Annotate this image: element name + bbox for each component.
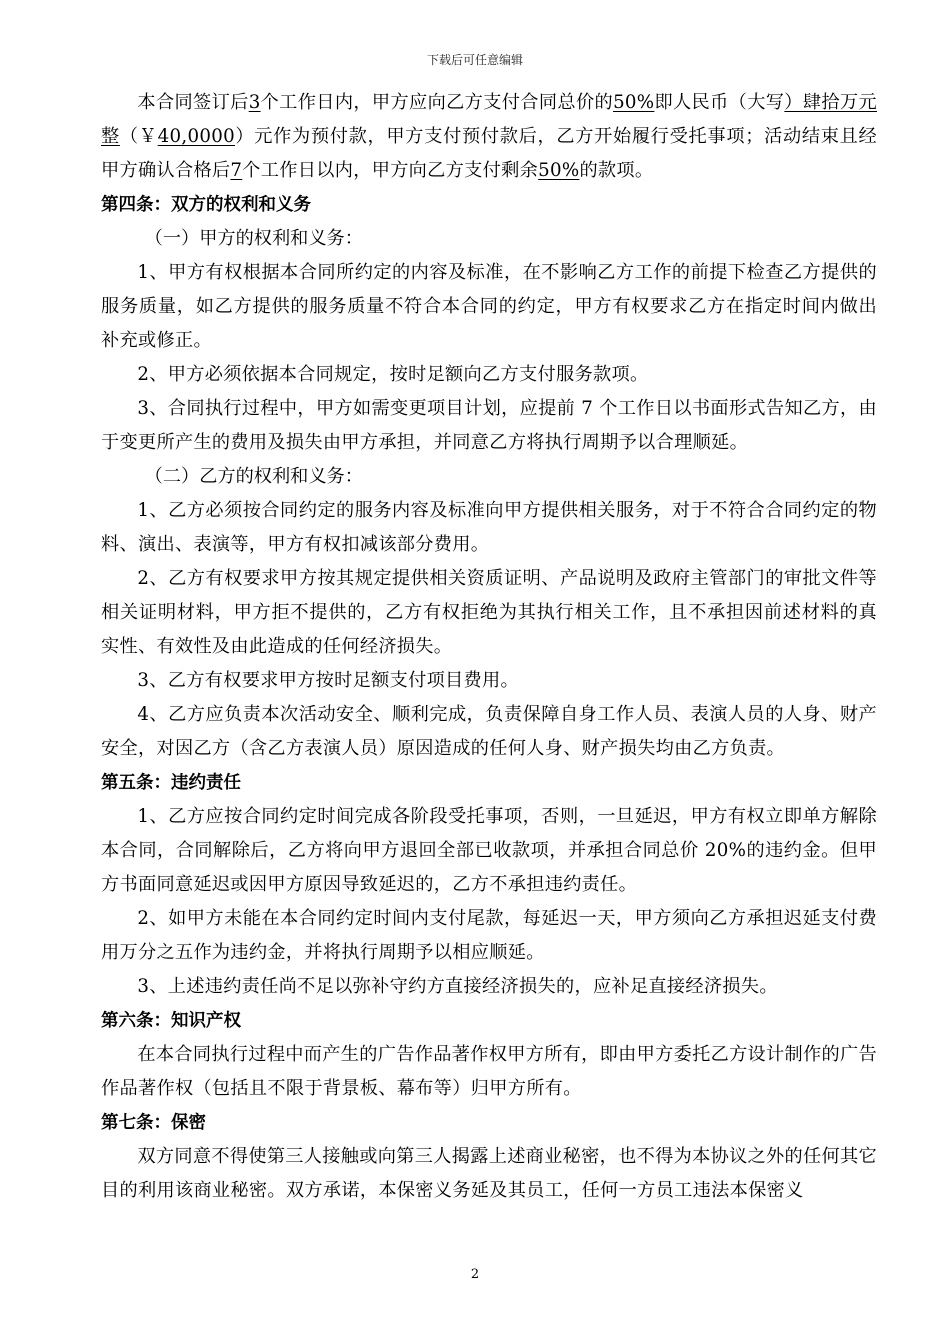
breach-item-2: 2、如甲方未能在本合同约定时间内支付尾款，每延迟一天，甲方须向乙方承担迟延支付费用万分之五作为违约金，并将执行周期予以相应顺延。 <box>101 908 877 963</box>
article-5-heading: 第五条：违约责任 <box>101 773 241 793</box>
party-a-subheading: （一）甲方的权利和义务： <box>144 228 363 249</box>
page-number: 2 <box>470 1267 480 1282</box>
breach-item-1: 1、乙方应按合同约定时间完成各阶段受托事项，否则，一旦延迟，甲方有权立即单方解除本合同，合同解除后，乙方将向甲方退回全部已收款项，并承担合同总价 20%的违约金。但甲方书面同意延迟或因甲方原因导致延迟的，乙方不承担违约责任。 <box>101 806 877 895</box>
advance-percent-value: 50% <box>613 92 655 113</box>
payment-terms-paragraph <box>101 86 877 188</box>
amount-in-words: ）肆拾万元整 <box>101 92 877 147</box>
payment-text-4: （￥ <box>119 126 158 147</box>
party-b-item-4: 4、乙方应负责本次活动安全、顺利完成，负责保障自身工作人员、表演人员的人身、财产安全，对因乙方（含乙方表演人员）原因造成的任何人身、财产损失均由乙方负责。 <box>101 704 877 759</box>
payment-text-3: 即人民币（大写 <box>654 92 785 113</box>
payment-text-6: 个工作日以内，甲方向乙方支付剩余 <box>242 160 539 181</box>
advance-days-value: 3 <box>248 92 261 113</box>
payment-text-1: 本合同签订后 <box>137 92 249 113</box>
amount-in-figures: 40,0000 <box>157 126 235 147</box>
article-4-heading: 第四条：双方的权利和义务 <box>101 195 311 215</box>
header-note: 下载后可任意编辑 <box>426 53 523 67</box>
party-b-item-2: 2、乙方有权要求甲方按其规定提供相关资质证明、产品说明及政府主管部门的审批文件等相关证明材料，甲方拒不提供的，乙方有权拒绝为其执行相关工作，且不承担因前述材料的真实性、有效性及由此造成的任何经济损失。 <box>101 568 877 657</box>
ip-paragraph: 在本合同执行过程中而产生的广告作品著作权甲方所有，即由甲方委托乙方设计制作的广告作品著作权（包括且不限于背景板、幕布等）归甲方所有。 <box>101 1044 877 1099</box>
party-b-item-1: 1、乙方必须按合同约定的服务内容及标准向甲方提供相关服务，对于不符合合同约定的物料、演出、表演等，甲方有权扣减该部分费用。 <box>101 500 877 555</box>
party-a-item-1: 1、甲方有权根据本合同所约定的内容及标准，在不影响乙方工作的前提下检查乙方提供的服务质量，如乙方提供的服务质量不符合本合同的约定，甲方有权要求乙方在指定时间内做出补充或修正。 <box>101 262 877 351</box>
confidentiality-paragraph: 双方同意不得使第三人接触或向第三人揭露上述商业秘密，也不得为本协议之外的任何其它目的利用该商业秘密。双方承诺，本保密义务延及其员工，任何一方员工违法本保密义 <box>101 1146 877 1201</box>
final-percent-value: 50% <box>538 160 580 181</box>
party-b-item-3: 3、乙方有权要求甲方按时足额支付项目费用。 <box>137 670 520 691</box>
payment-text-5: ）元作为预付款，甲方支付预付款后，乙方开始履行受托事项；活动结束且经甲方确认合格后 <box>101 126 877 181</box>
article-6-heading: 第六条：知识产权 <box>101 1011 241 1031</box>
breach-item-3: 3、上述违约责任尚不足以弥补守约方直接经济损失的，应补足直接经济损失。 <box>137 976 778 997</box>
final-days-value: 7 <box>230 160 243 181</box>
party-a-item-2: 2、甲方必须依据本合同规定，按时足额向乙方支付服务款项。 <box>137 364 649 385</box>
payment-text-2: 个工作日内，甲方应向乙方支付合同总价的 <box>260 92 614 113</box>
party-b-subheading: （二）乙方的权利和义务： <box>144 466 363 487</box>
payment-text-7: 的款项。 <box>579 160 654 181</box>
contract-body <box>101 86 877 1208</box>
article-7-heading: 第七条：保密 <box>101 1113 206 1133</box>
party-a-item-3: 3、合同执行过程中，甲方如需变更项目计划，应提前 7 个工作日以书面形式告知乙方，由于变更所产生的费用及损失由甲方承担，并同意乙方将执行周期予以合理顺延。 <box>101 398 877 453</box>
